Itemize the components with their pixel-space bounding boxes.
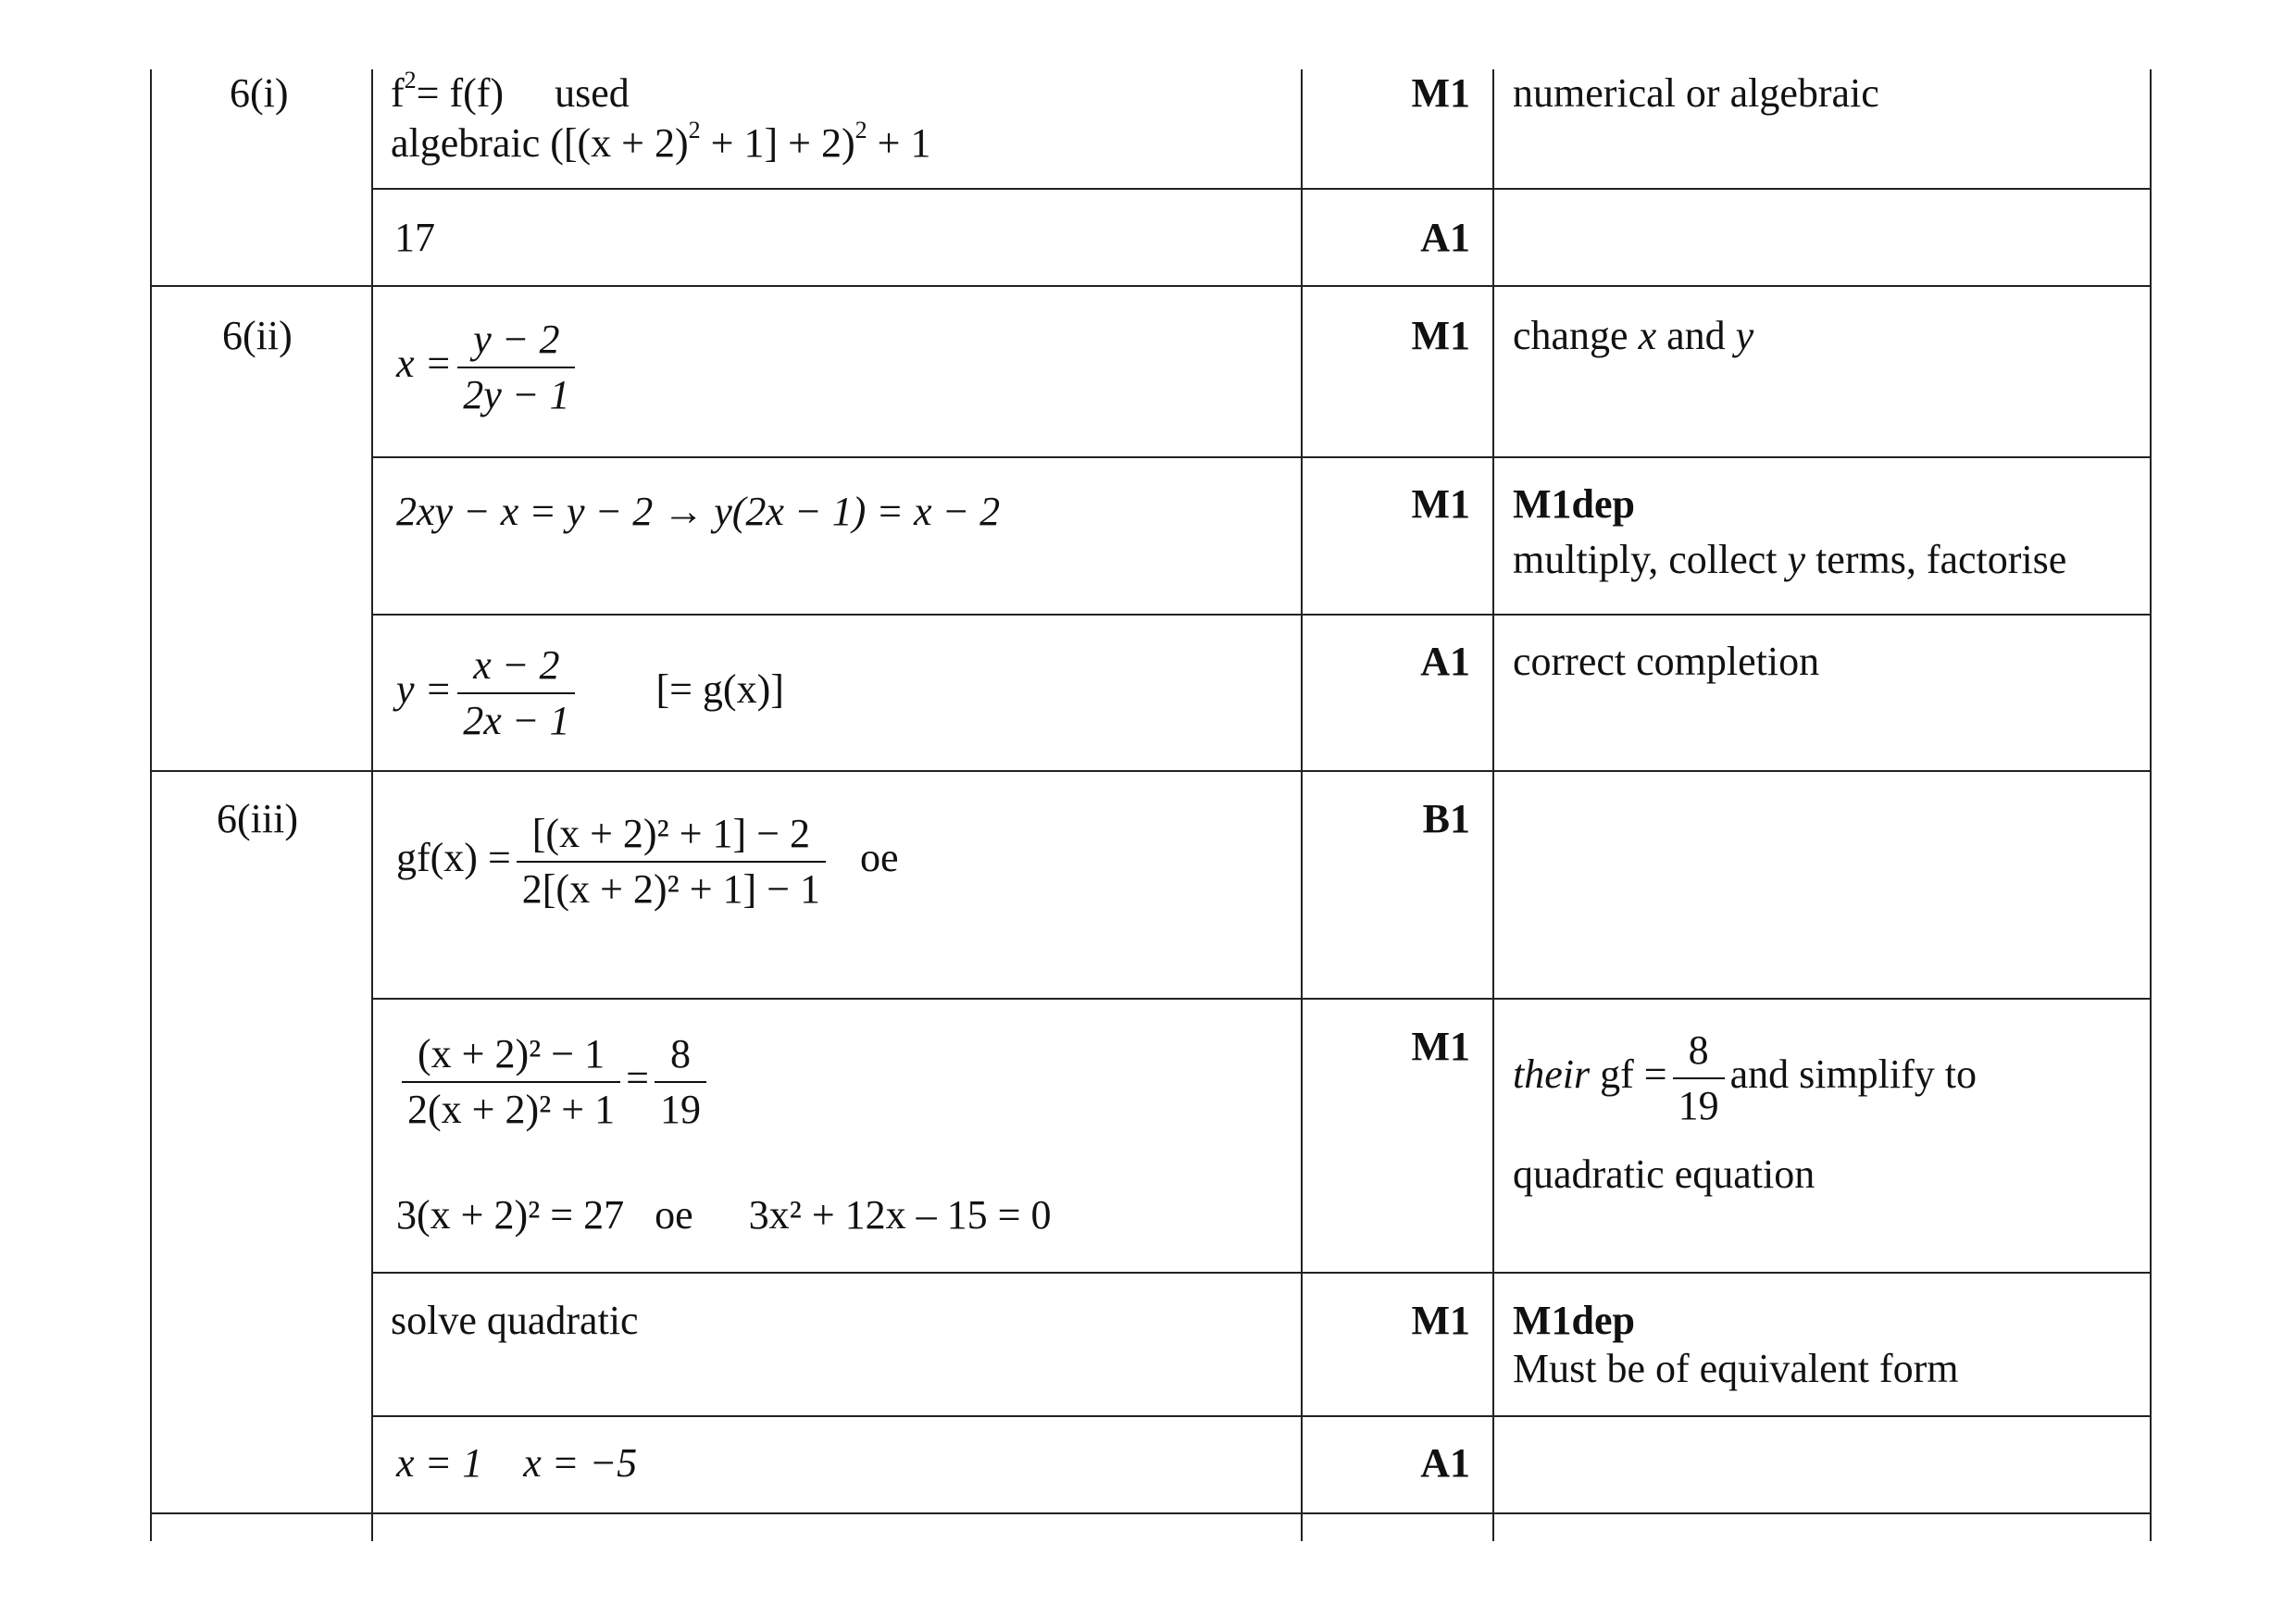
answer-6ii-step1: x = $\frac{y - 2}{2y - 1}$ — [396, 317, 580, 418]
fraction: $\frac{8}{19}$ — [655, 1031, 706, 1133]
mark-6iii-1: B1 — [1422, 796, 1470, 841]
mark-6ii-2: M1 — [1411, 481, 1470, 527]
table-divider-marks — [1492, 69, 1494, 1541]
table-divider-answer — [1301, 69, 1303, 1541]
answer-6ii-step2: 2xy − x = y − 2 → y(2x − 1) = x − 2 — [396, 489, 1001, 534]
answer-6iii-step2-line2: 3(x + 2)² = 27 oe 3x² + 12x – 15 = 0 — [396, 1192, 1052, 1238]
answer-6i-line1: $f^2= f(f)$ used — [391, 67, 630, 116]
answer-6iii-step3: solve quadratic — [391, 1298, 639, 1343]
row-divider — [371, 998, 2152, 1000]
fraction: $\frac{8}{19}$ — [1673, 1027, 1725, 1129]
fraction: $\frac{y - 2}{2y - 1}$ — [457, 317, 575, 418]
guidance-6i-1: numerical or algebraic — [1513, 70, 1879, 116]
answer-6iii-step2: $\frac{\text{(x + 2)² − 1}}{\text{2(x + 2)² + 1}}$ = $\frac{8}{19}$ — [396, 1031, 712, 1133]
guidance-6iii-3-title: M1dep — [1513, 1298, 1635, 1343]
guidance-6iii-2-line2: quadratic equation — [1513, 1151, 1816, 1197]
mark-6ii-3: A1 — [1420, 639, 1470, 684]
mark-6ii-1: M1 — [1411, 313, 1470, 358]
question-label-6iii: 6(iii) — [217, 796, 298, 841]
mark-6iii-2: M1 — [1411, 1024, 1470, 1069]
question-label-6i: 6(i) — [230, 70, 289, 116]
answer-6i-line2: algebraic $([(x + 2)^2 + 1] + 2)^2 + 1$ — [391, 117, 931, 166]
fraction: $\frac{x - 2}{2x - 1}$ — [457, 642, 575, 744]
row-divider — [371, 1272, 2152, 1274]
table-border-left — [150, 69, 152, 1541]
question-label-6ii: 6(ii) — [222, 313, 293, 358]
answer-6i-2: 17 — [394, 215, 435, 260]
mark-6iii-4: A1 — [1420, 1440, 1470, 1486]
answer-6ii-step3: y = $\frac{x - 2}{2x - 1}$ [= g(x)] — [396, 642, 784, 743]
guidance-6iii-3: Must be of equivalent form — [1513, 1346, 1959, 1391]
question-divider — [150, 285, 2152, 287]
row-divider — [371, 456, 2152, 458]
question-divider — [150, 770, 2152, 772]
guidance-6iii-2: their gf = $\frac{8}{19}$ and simplify to — [1513, 1027, 1978, 1128]
row-divider — [371, 188, 2152, 190]
answer-6iii-step1: gf(x) = $\frac{\text{[(x + 2)² + 1] − 2}}{\text{2[(x + 2)² + 1] − 1}}$ oe — [396, 811, 899, 912]
table-border-right — [2150, 69, 2152, 1541]
fraction: $\frac{\text{(x + 2)² − 1}}{\text{2(x + 2)² + 1}}$ — [402, 1031, 620, 1133]
mark-6iii-3: M1 — [1411, 1298, 1470, 1343]
question-divider — [150, 1512, 2152, 1514]
guidance-6ii-3: correct completion — [1513, 639, 1820, 684]
table-divider-question — [371, 69, 373, 1541]
mark-6i-1: M1 — [1411, 70, 1470, 116]
guidance-6ii-2: multiply, collect y terms, factorise — [1513, 537, 2067, 582]
fraction: $\frac{\text{[(x + 2)² + 1] − 2}}{\text{2[(x + 2)² + 1] − 1}}$ — [517, 811, 826, 913]
row-divider — [371, 1415, 2152, 1417]
guidance-6ii-1: change x and y — [1513, 313, 1754, 358]
mark-6i-2: A1 — [1420, 215, 1470, 260]
answer-6iii-step4: x = 1 x = −5 — [396, 1440, 638, 1486]
row-divider — [371, 614, 2152, 616]
guidance-6ii-2-title: M1dep — [1513, 481, 1635, 527]
